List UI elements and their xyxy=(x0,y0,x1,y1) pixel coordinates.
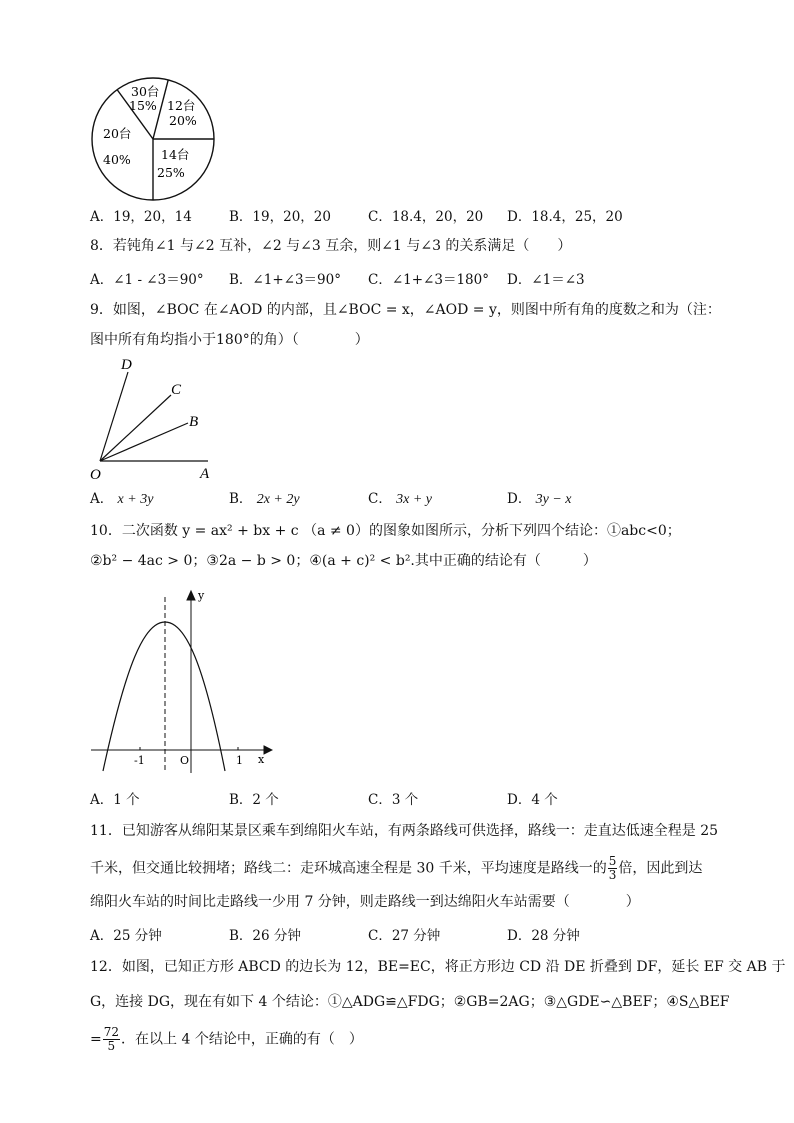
q8-question: 8．若钝角∠1 与∠2 互补，∠2 与∠3 互余，则∠1 与∠3 的关系满足（ ） xyxy=(90,238,572,254)
q10-option-b: B．2 个 xyxy=(229,792,279,808)
q7-option-c: C．18.4，20，20 xyxy=(368,209,484,225)
q10-option-d: D．4 个 xyxy=(507,792,558,808)
x-axis-label: x xyxy=(258,753,265,766)
q7-option-d: D．18.4，25，20 xyxy=(507,209,623,225)
q10-question-line1: 10．二次函数 y = ax² + bx + c （a ≠ 0）的图象如图所示，分析下列四个结论：①abc<0； xyxy=(90,523,681,539)
x-axis-arrow xyxy=(264,746,272,754)
label-c: C xyxy=(171,382,182,398)
q9-question-line1: 9．如图，∠BOC 在∠AOD 的内部，且∠BOC = x，∠AOD = y，则图中所有角的度数之和为（注： xyxy=(90,302,721,318)
parabola-curve xyxy=(103,622,225,771)
q8-option-c: C．∠1+∠3＝180° xyxy=(368,272,489,288)
q10-question-line2: ②b² − 4ac > 0；③2a − b > 0；④(a + c)² < b².其中正确的结论有（ ） xyxy=(90,553,597,569)
label-b: B xyxy=(189,414,199,430)
q8-option-d: D．∠1＝∠3 xyxy=(507,272,585,288)
q7-option-b: B．19，20，20 xyxy=(229,209,331,225)
q12-question-line2: G，连接 DG，现在有如下 4 个结论：①△ADG≌△FDG；②GB=2AG；③△GDE∽△BEF；④S△BEF xyxy=(90,994,730,1010)
q9-question-line2: 图中所有角均指小于180°的角）（ ） xyxy=(90,332,369,348)
slice-20-units: 20台 xyxy=(103,126,132,141)
slice-12-pct: 20% xyxy=(169,113,197,128)
slice-30-units: 30台 xyxy=(131,84,160,99)
q12-question-line1: 12．如图，已知正方形 ABCD 的边长为 12，BE=EC，将正方形边 CD 沿 DE 折叠到 DF，延长 EF 交 AB 于 xyxy=(90,959,786,975)
y-axis-arrow xyxy=(187,591,195,600)
slice-14-units: 14台 xyxy=(161,147,190,162)
label-o: O xyxy=(90,467,101,483)
q11-question-line1: 11．已知游客从绵阳某景区乘车到绵阳火车站，有两条路线可供选择，路线一：走直达低速全程是 25 xyxy=(90,823,719,839)
q11-fraction: $\frac{5}{3}$ xyxy=(608,854,617,882)
q7-option-a: A．19，20，14 xyxy=(90,209,192,225)
q10-option-c: C．3 个 xyxy=(368,792,419,808)
slice-12-units: 12台 xyxy=(167,98,196,113)
pie-chart xyxy=(88,74,218,204)
tick-neg1-label: -1 xyxy=(134,754,145,767)
q9-option-d: D． 3y − x xyxy=(507,491,572,507)
q8-option-a: A．∠1 - ∠3＝90° xyxy=(90,272,204,288)
q9-option-a: A． x + 3y xyxy=(90,491,154,507)
tick-1-label: 1 xyxy=(236,754,243,767)
slice-30-pct: 15% xyxy=(129,98,157,113)
q11-option-b: B．26 分钟 xyxy=(229,928,301,944)
q12-question-line3: = $\frac{72}{5}$ ．在以上 4 个结论中，正确的有（ ） xyxy=(90,1025,363,1053)
parabola-graph xyxy=(88,585,273,775)
q11-option-c: C．27 分钟 xyxy=(368,928,441,944)
label-d: D xyxy=(121,357,132,373)
q11-option-a: A．25 分钟 xyxy=(90,928,162,944)
y-axis-label: y xyxy=(198,589,205,602)
q9-option-b: B． 2x + 2y xyxy=(229,491,300,507)
q11-question-line2: 千米，但交通比较拥堵；路线二：走环城高速全程是 30 千米，平均速度是路线一的 $\frac{5}{3}$ 倍，因此到达 xyxy=(90,854,703,882)
q11-option-d: D．28 分钟 xyxy=(507,928,580,944)
origin-label: O xyxy=(180,754,190,767)
label-a: A xyxy=(200,466,210,482)
q9-option-c: C． 3x + y xyxy=(368,491,433,507)
slice-20-pct: 40% xyxy=(103,152,131,167)
q11-question-line3: 绵阳火车站的时间比走路线一少用 7 分钟，则走路线一到达绵阳火车站需要（ ） xyxy=(90,894,640,910)
q12-fraction: $\frac{72}{5}$ xyxy=(103,1025,120,1053)
q8-option-b: B．∠1+∠3＝90° xyxy=(229,272,341,288)
slice-14-pct: 25% xyxy=(157,165,185,180)
ray-ob xyxy=(100,423,188,461)
q10-option-a: A．1 个 xyxy=(90,792,140,808)
angle-figure xyxy=(88,355,218,483)
